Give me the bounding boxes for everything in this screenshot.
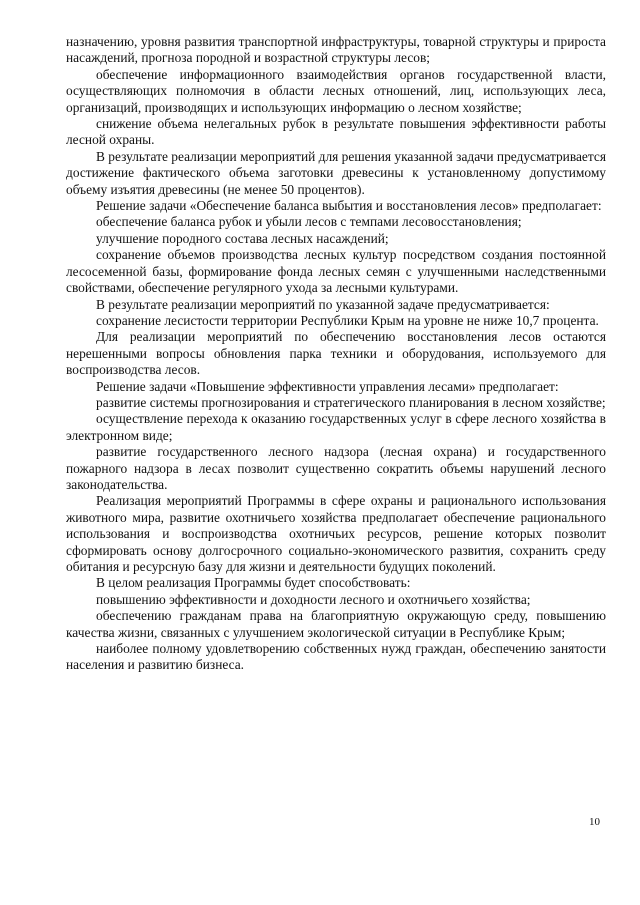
paragraph: развитие государственного лесного надзора (лесная охрана) и государственного пожарного надзора в лесах позволит существенно сократить объемы нарушений лесного законодательства.	[66, 444, 606, 492]
paragraph: В результате реализации мероприятий для решения указанной задачи предусматривается достижение фактического объема заготовки древесины к установленному допустимому объему изъятия древесины (не менее 50 процентов).	[66, 148, 606, 197]
paragraph: обеспечению гражданам права на благоприятную окружающую среду, повышению качества жизни, связанных с улучшением экологической ситуации в Республике Крым;	[66, 608, 606, 640]
paragraph: обеспечение информационного взаимодействия органов государственной власти, осуществляющих полномочия в области лесных отношений, лиц, использующих леса, организаций, производящих и использующих информацию о лесном хозяйстве;	[66, 66, 606, 115]
paragraph: Решение задачи «Повышение эффективности управления лесами» предполагает:	[96, 378, 559, 394]
paragraph: наиболее полному удовлетворению собственных нужд граждан, обеспечению занятости населения и развитию бизнеса.	[66, 641, 606, 673]
paragraph: сохранение лесистости территории Республики Крым на уровне не ниже 10,7 процента.	[96, 312, 599, 328]
paragraph: В целом реализация Программы будет способствовать:	[96, 575, 411, 591]
paragraph: обеспечение баланса рубок и убыли лесов с темпами лесовосстановления;	[96, 214, 522, 230]
paragraph: снижение объема нелегальных рубок в результате повышения эффективности работы лесной охраны.	[66, 116, 606, 148]
document-page	[66, 34, 606, 674]
paragraph: осуществление перехода к оказанию государственных услуг в сфере лесного хозяйства в электронном виде;	[66, 411, 606, 443]
paragraph: В результате реализации мероприятий по указанной задаче предусматривается:	[96, 296, 550, 312]
paragraph: Решение задачи «Обеспечение баланса выбытия и восстановления лесов» предполагает:	[96, 198, 602, 214]
paragraph: улучшение породного состава лесных насаждений;	[96, 230, 389, 246]
paragraph-continuation: назначению, уровня развития транспортной инфраструктуры, товарной структуры и прироста насаждений, прогноза породной и возрастной структуры лесов;	[66, 34, 606, 66]
paragraph: Реализация мероприятий Программы в сфере охраны и рационального использования животного мира, развитие охотничьего хозяйства предполагает обеспечение рационального использования и воспроизводства охотничьих ресурсов, решение которых позволит сформировать основу долгосрочного социально-экономического развития, сохранить среду обитания и ресурсную базу для жизни и деятельности будущих поколений.	[66, 493, 606, 574]
paragraph: развитие системы прогнозирования и стратегического планирования в лесном хозяйстве;	[96, 394, 606, 410]
page-number: 10	[589, 816, 600, 828]
paragraph: сохранение объемов производства лесных культур посредством создания постоянной лесосеменной базы, формирование фонда лесных семян с улучшенными наследственными свойствами, обеспечение регулярного ухода за лесными культурами.	[66, 247, 606, 296]
paragraph: повышению эффективности и доходности лесного и охотничьего хозяйства;	[96, 591, 531, 607]
paragraph: Для реализации мероприятий по обеспечению восстановления лесов остаются нерешенными вопросы обновления парка техники и оборудования, используемого для воспроизводства лесов.	[66, 329, 606, 378]
